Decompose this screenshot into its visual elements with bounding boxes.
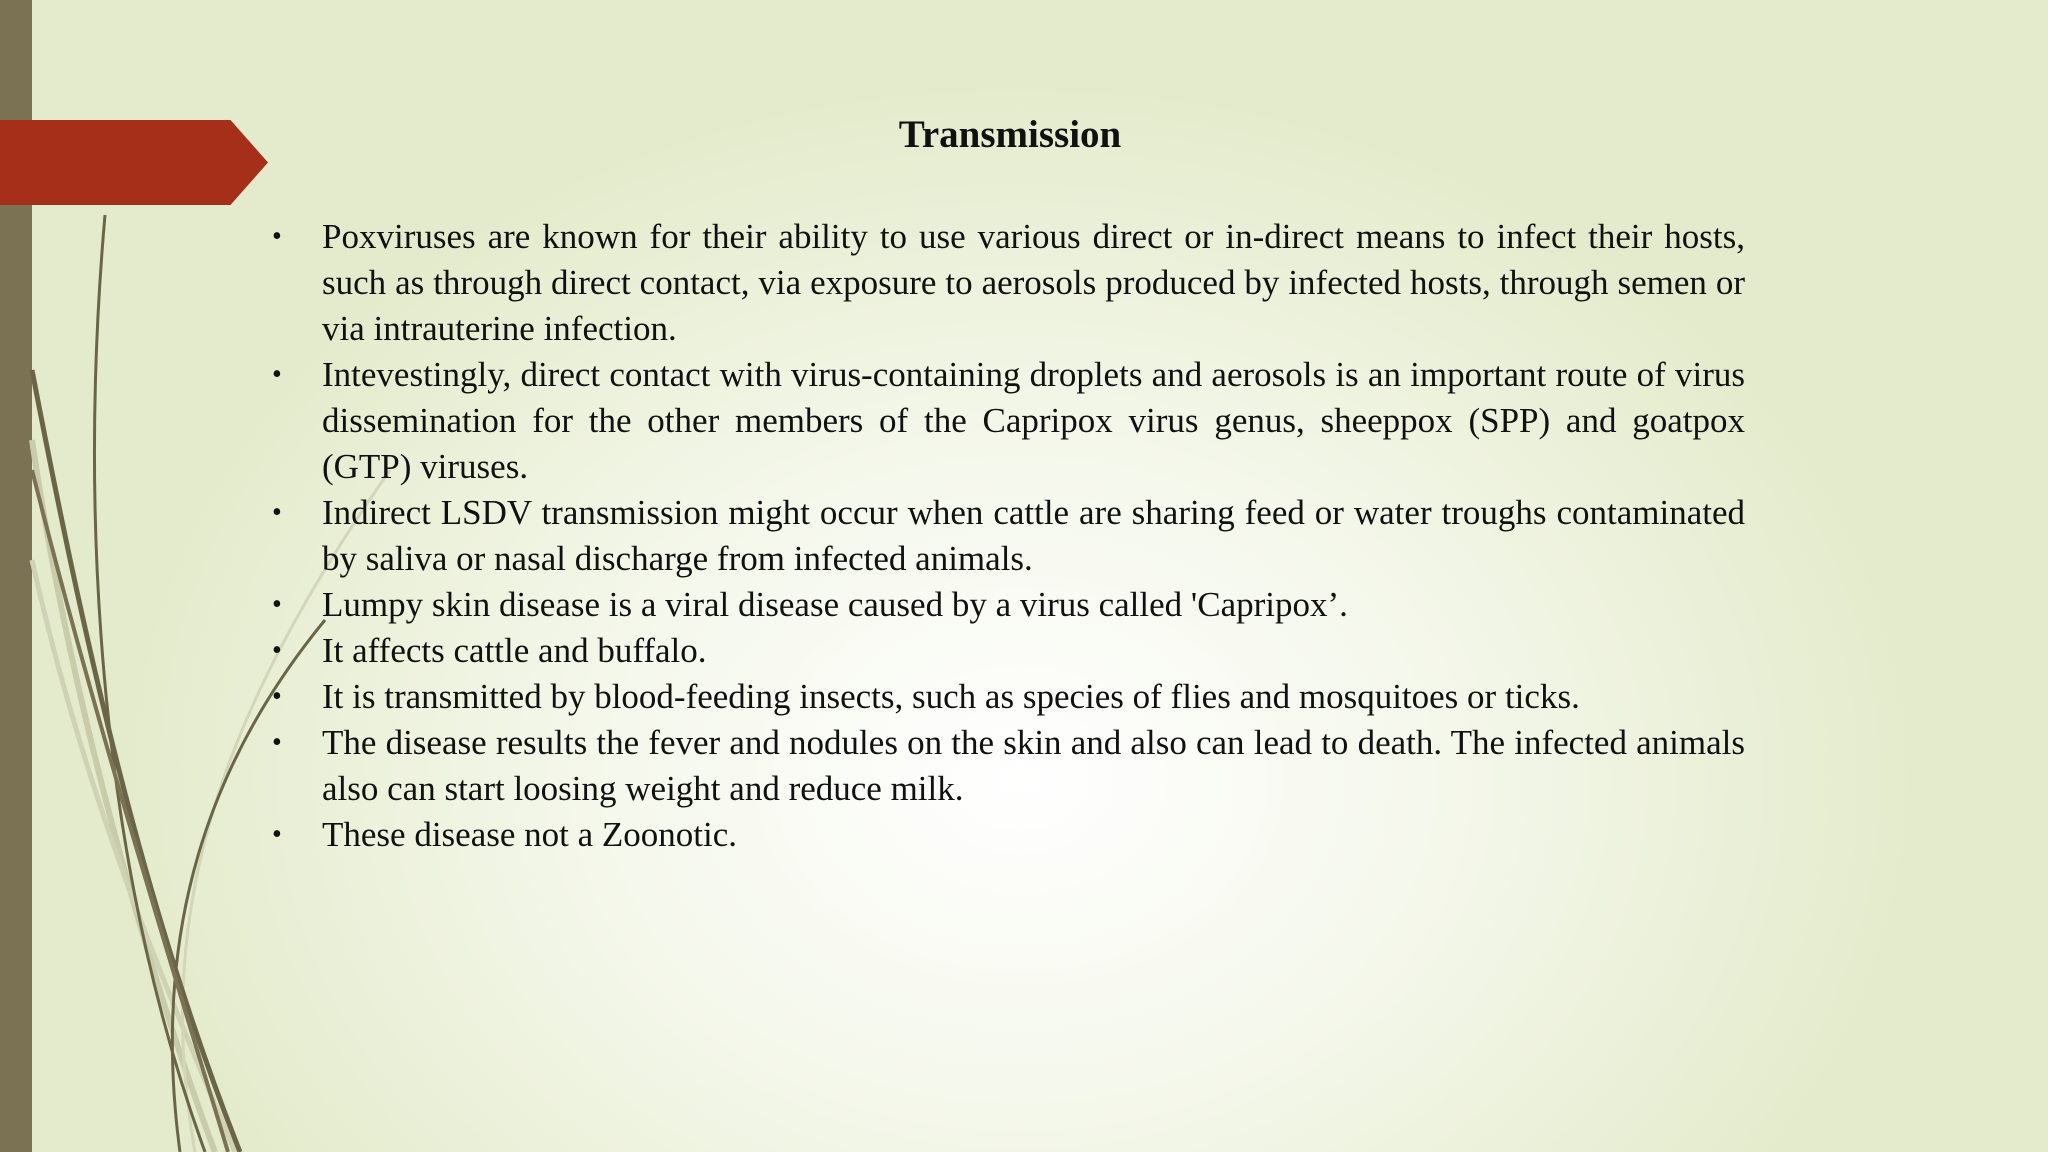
bullet-text: Poxviruses are known for their ability to use various direct or in-direct means to infect their hosts, such as through direct contact, via exposure to aerosols produced by infected hosts, through semen or via intrauterine infection.	[322, 217, 1745, 348]
curve-dark-1	[32, 370, 240, 1152]
bullet-dot-icon: •	[272, 727, 282, 758]
bullet-text: Lumpy skin disease is a viral disease caused by a virus called 'Capripox’.	[322, 585, 1348, 624]
bullet-text: It is transmitted by blood-feeding insects, such as species of flies and mosquitoes or ticks.	[322, 677, 1580, 716]
bullet-dot-icon: •	[272, 359, 282, 390]
bullet-item	[272, 214, 1745, 352]
bullet-item	[272, 490, 1745, 582]
bullet-item	[272, 582, 1745, 628]
bullet-text: Indirect LSDV transmission might occur when cattle are sharing feed or water troughs contaminated by saliva or nasal discharge from infected animals.	[322, 493, 1745, 578]
bullet-dot-icon: •	[272, 589, 282, 620]
bullet-item	[272, 812, 1745, 858]
bullet-dot-icon: •	[272, 635, 282, 666]
bullet-dot-icon: •	[272, 221, 282, 252]
bullet-item	[272, 352, 1745, 490]
bullet-dot-icon: •	[272, 819, 282, 850]
bullet-text: Intevestingly, direct contact with virus-containing droplets and aerosols is an important route of virus dissemination for the other members of the Capripox virus genus, sheeppox (SPP) and goatpox (GTP) viruses.	[322, 355, 1745, 486]
bullet-text: It affects cattle and buffalo.	[322, 631, 707, 670]
slide-title: Transmission	[898, 113, 1122, 156]
bullet-text: These disease not a Zoonotic.	[322, 815, 738, 854]
bullet-dot-icon: •	[272, 497, 282, 528]
red-arrow-tab	[0, 120, 268, 205]
bullet-list	[272, 214, 1745, 858]
bullet-item	[272, 628, 1745, 674]
bullet-dot-icon: •	[272, 681, 282, 712]
bullet-text: The disease results the fever and nodules on the skin and also can lead to death. The infected animals also can start loosing weight and reduce milk.	[322, 723, 1745, 808]
bullet-item	[272, 674, 1745, 720]
bullet-item	[272, 720, 1745, 812]
